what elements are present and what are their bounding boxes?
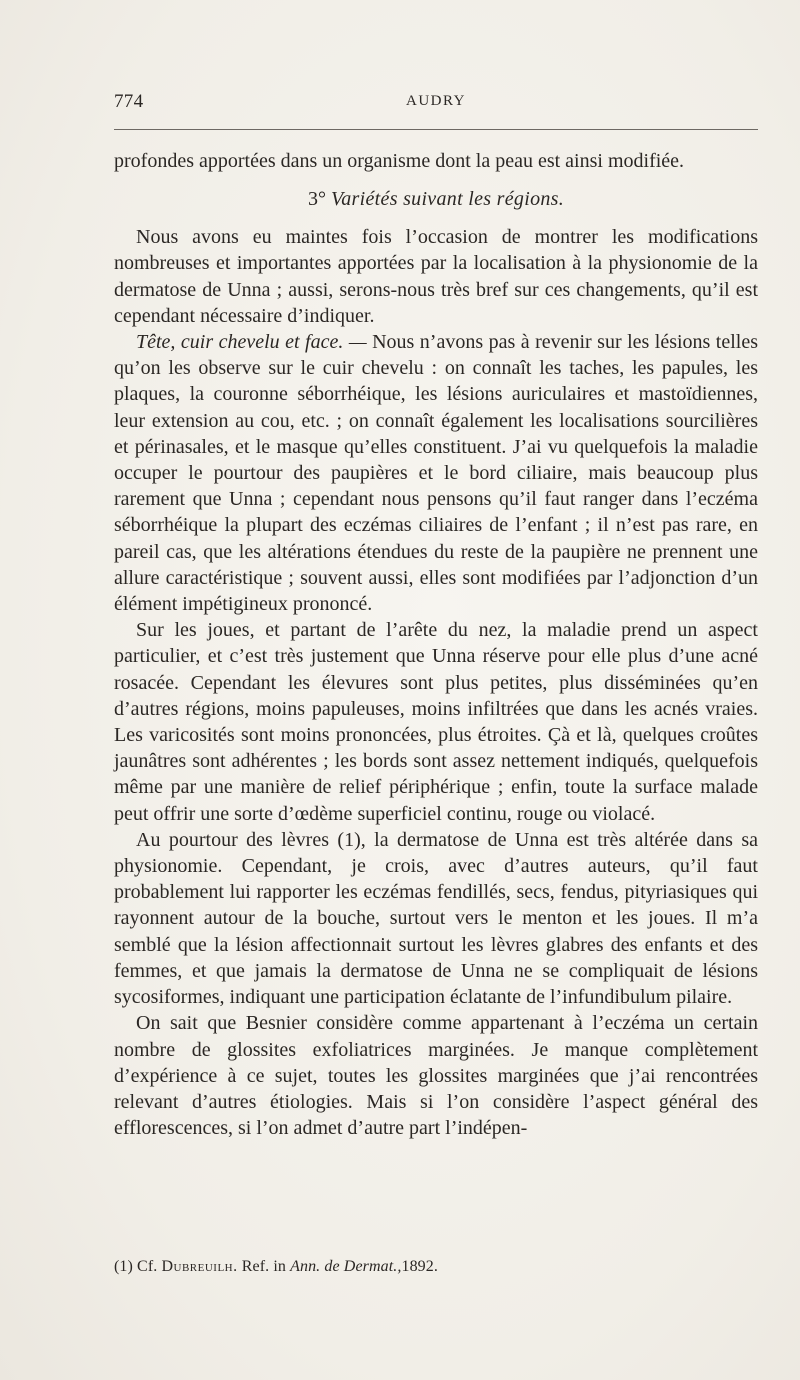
- body-text: [114, 148, 758, 1141]
- footnote: [114, 1256, 758, 1278]
- footnote-year: 1892.: [401, 1258, 438, 1275]
- footnote-author: Dubreuilh.: [161, 1258, 238, 1275]
- running-head: AUDRY: [405, 93, 466, 109]
- paragraph-glossites: On sait que Besnier considère comme appartenant à l’eczéma un certain nombre de glossites exfoliatrices marginées. Je manque complètement d’expérience à ce sujet, toutes les glossites marginées que j’ai rencontrées relevant d’autres étiologies. Mais si l’on considère l’aspect général des efflorescences, si l’on admet d’autre part l’indépen-: [114, 1012, 758, 1140]
- paragraph-lips: Au pourtour des lèvres (1), la dermatose de Unna est très altérée dans sa physionomie. Cependant, je crois, avec d’autres auteurs, qu’il faut probablement lui rapporter les eczémas fendillés, secs, fendus, pityriasiques qui rayonnent autour de la bouche, surtout vers le menton et les joues. Il m’a semblé que la lésion affectionnait surtout les lèvres glabres des enfants et des femmes, et que jamais la dermatose de Unna ne se compliquait de lésions sycosiformes, indiquant une participation éclatante de l’infundibulum pilaire.: [114, 828, 758, 1009]
- footnote-marker: (1) Cf.: [114, 1258, 158, 1275]
- paragraph-intro: Nous avons eu maintes fois l’occasion de montrer les modifications nombreuses et importantes apportées par la localisation à la physionomie de la dermatose de Unna ; aussi, serons-nous très bref sur ces changements, qu’il est cependant nécessaire d’indiquer.: [114, 226, 758, 327]
- footnote-ref: Ref. in: [241, 1258, 286, 1275]
- paragraph-lead-in: Tête, cuir chevelu et face. —: [136, 331, 367, 354]
- section-title: Variétés suivant les régions.: [330, 188, 565, 211]
- paragraph-continuation: profondes apportées dans un organisme dont la peau est ainsi modifiée.: [114, 150, 685, 172]
- section-heading: [114, 186, 758, 212]
- paragraph-head-face-text: Nous n’avons pas à revenir sur les lésions telles qu’on les observe sur le cuir chevelu : on connaît les taches, les papules, les plaques, la couronne séborrhéique, les lésions auriculaires et mastoïdiennes, leur extension au cou, etc. ; on connaît également les localisations sourcilières et périnasales, et le masque qu’elles constituent. J’ai vu quelquefois la maladie occuper le pourtour des paupières et le bord ciliaire, mais beaucoup plus rarement que Unna ; cependant nous pensons qu’il faut ranger dans l’eczéma séborrhéique la plupart des eczémas ciliaires de l’enfant ; il n’est pas rare, en pareil cas, que les altérations étendues du reste de la paupière ne prennent une allure caractéristique ; souvent aussi, elles sont modifiées par l’adjonction d’un élément impétigineux prononcé.: [114, 331, 759, 616]
- footnote-journal: Ann. de Dermat.,: [290, 1258, 402, 1275]
- page-header: [114, 91, 758, 115]
- header-rule: [114, 129, 758, 130]
- paragraph-cheeks: Sur les joues, et partant de l’arête du nez, la maladie prend un aspect particulier, et c’est très justement que Unna réserve pour elle plus d’une acné rosacée. Cependant les élevures sont plus petites, plus disséminées qu’en d’autres régions, moins papuleuses, moins infiltrées que dans les acnés vraies. Les varicosités sont moins prononcées, plus étroites. Çà et là, quelques croûtes jaunâtres sont adhérentes ; les bords sont assez nettement indiqués, quelquefois même par une manière de relief périphérique ; enfin, toute la surface malade peut offrir une sorte d’œdème superficiel continu, rouge ou violacé.: [114, 619, 758, 825]
- paragraph-head-face: [114, 329, 758, 617]
- section-number: 3°: [307, 188, 326, 211]
- page-number: 774: [114, 91, 144, 112]
